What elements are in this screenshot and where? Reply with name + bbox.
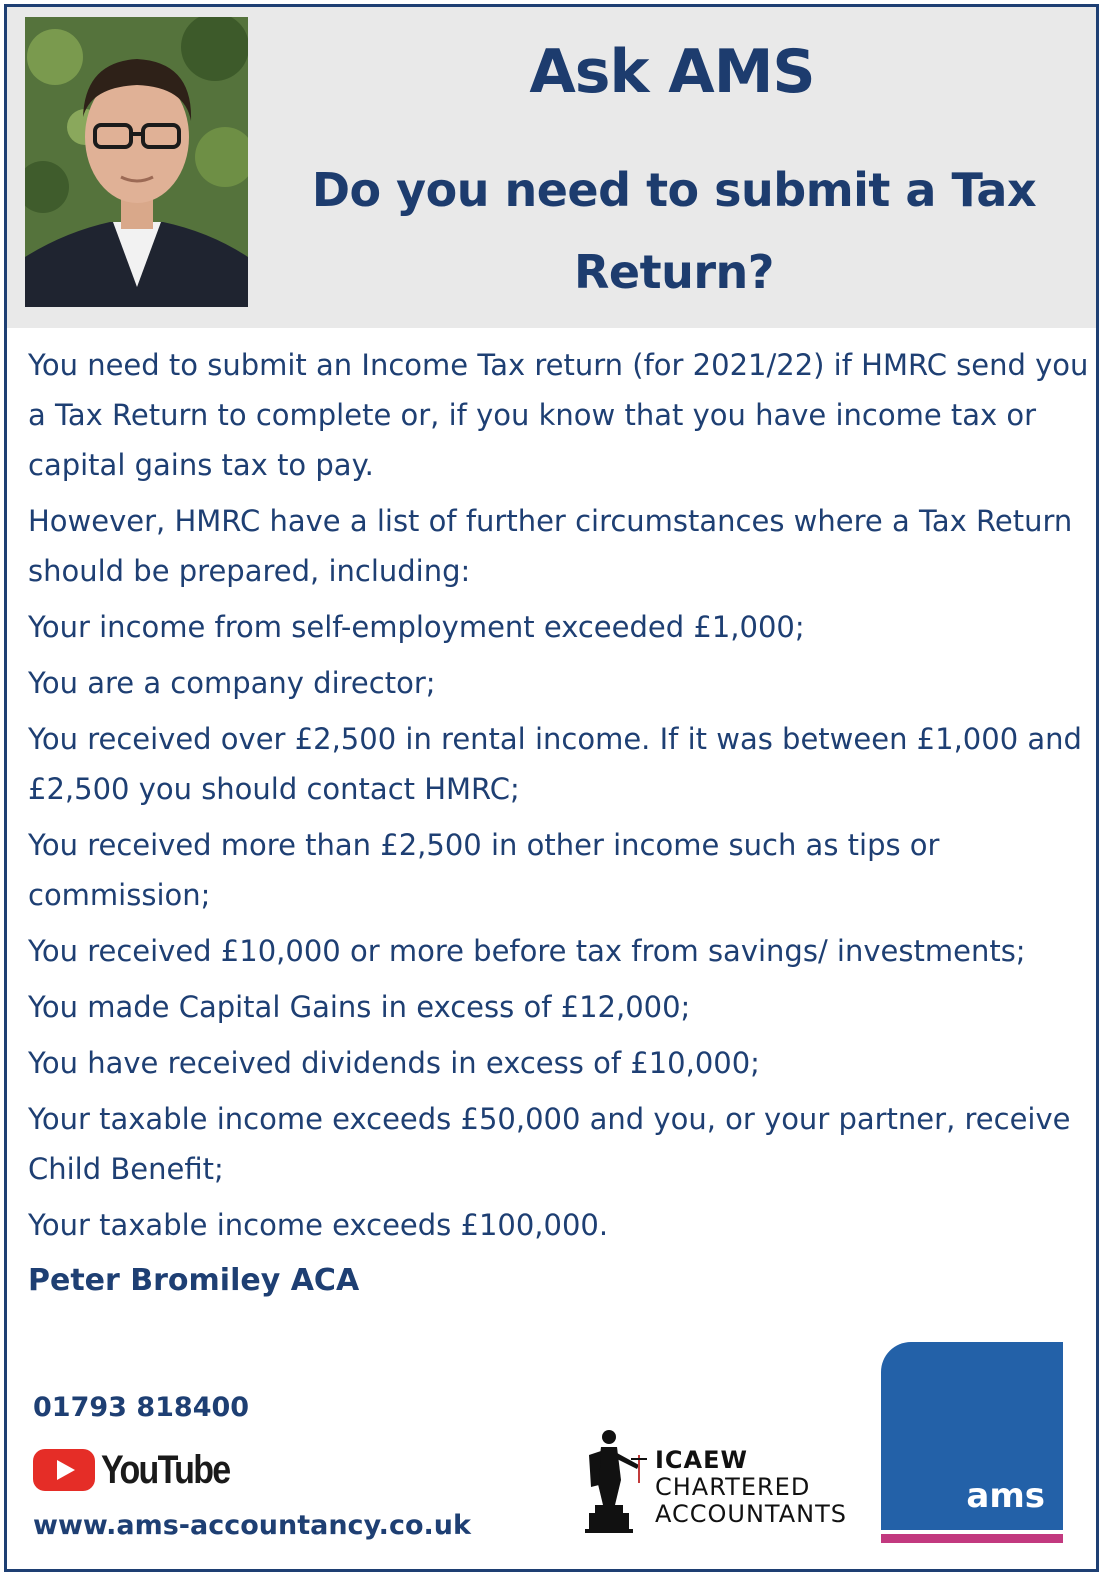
youtube-link[interactable]: [33, 1447, 252, 1493]
list-item: You made Capital Gains in excess of £12,000;: [28, 990, 691, 1024]
phone-number[interactable]: 01793 818400: [33, 1392, 250, 1423]
advert-frame: [4, 4, 1099, 1572]
list-item: Your taxable income exceeds £50,000 and you, or your partner, receive Child Benefit;: [28, 1102, 1071, 1186]
list-item: You received more than £2,500 in other income such as tips or commission;: [28, 828, 940, 912]
icaew-figure-icon: [581, 1425, 651, 1535]
list-item: Your income from self-employment exceeded £1,000;: [28, 610, 805, 644]
ams-logo-stripe: [881, 1534, 1063, 1543]
icaew-logo: [581, 1425, 871, 1535]
paragraph: However, HMRC have a list of further circumstances where a Tax Return should be prepared, including:: [28, 504, 1073, 588]
article-body: [28, 340, 1090, 1312]
youtube-play-icon: [33, 1449, 95, 1491]
youtube-label: YouTube: [101, 1447, 230, 1492]
website-link[interactable]: www.ams-accountancy.co.uk: [33, 1510, 471, 1541]
list-item: You have received dividends in excess of £10,000;: [28, 1046, 760, 1080]
author-name: Peter Bromiley ACA: [28, 1263, 360, 1298]
ams-logo-text: ams: [966, 1476, 1045, 1516]
page-title: Ask AMS: [529, 37, 815, 107]
list-item: You are a company director;: [28, 666, 436, 700]
paragraph: You need to submit an Income Tax return (for 2021/22) if HMRC send you a Tax Return to complete or, if you know that you have income tax or capital gains tax to pay.: [28, 348, 1089, 482]
list-item: You received £10,000 or more before tax from savings/ investments;: [28, 934, 1026, 968]
header: [7, 7, 1096, 328]
ams-logo: [881, 1342, 1063, 1530]
icaew-text: ICAEW CHARTERED ACCOUNTANTS: [655, 1446, 847, 1528]
list-item: Your taxable income exceeds £100,000.: [28, 1208, 609, 1242]
list-item: You received over £2,500 in rental income. If it was between £1,000 and £2,500 you should contact HMRC;: [28, 722, 1082, 806]
author-portrait-icon: [25, 17, 248, 307]
page-subtitle: Do you need to submit a Tax Return?: [311, 163, 1037, 299]
author-photo: [25, 17, 248, 307]
